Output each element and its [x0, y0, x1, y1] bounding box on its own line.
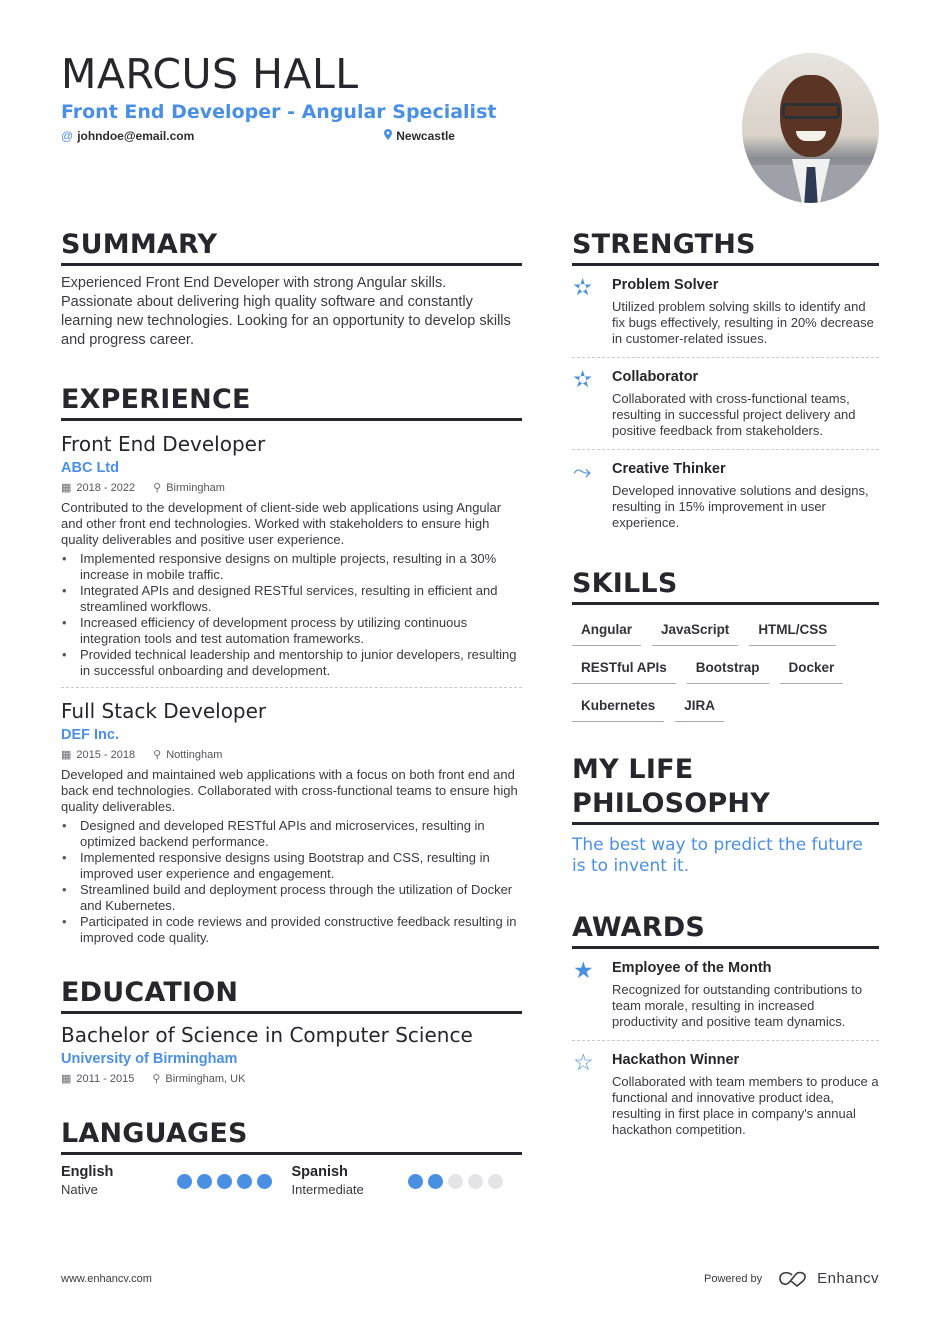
award-title: Employee of the Month: [612, 960, 772, 976]
section-heading: AWARDS: [572, 911, 879, 949]
calendar-icon: ▦: [61, 1073, 72, 1085]
map-pin-icon: ⚲: [153, 482, 162, 494]
summary-text: Experienced Front End Developer with strong Angular skills. Passionate about delivering high quality software and constantly learning new technologies. Looking for an opportunity to develop skills and progress career.: [61, 275, 511, 348]
award-desc: Collaborated with team members to produce a functional and innovative product idea, resulting in first place in company's annual hackathon competition.: [612, 1074, 879, 1137]
bullet-item: • Participated in code reviews and provided constructive feedback resulting in improved code quality.: [61, 914, 522, 946]
job-description: Developed and maintained web applications with a focus on both front end and back end technologies. Collaborated with cross-functional teams to ensure high quality deliverables.: [61, 767, 518, 814]
strength-item: [572, 357, 879, 449]
candidate-name: MARCUS HALL: [61, 50, 359, 98]
job-meta: [61, 747, 522, 763]
bullet-item: • Designed and developed RESTful APIs and microservices, resulting in optimized backend performance.: [61, 818, 522, 850]
strength-title: Creative Thinker: [612, 461, 726, 477]
job-bullets: [61, 551, 522, 679]
education-dates: 2011 - 2015: [76, 1073, 135, 1085]
experience-section: [61, 383, 522, 946]
job-company: DEF Inc.: [61, 727, 120, 743]
footer: [61, 1270, 879, 1287]
candidate-title: Front End Developer - Angular Specialist: [61, 101, 497, 123]
dot-empty: [468, 1174, 483, 1189]
education-meta: [61, 1071, 522, 1087]
bullet-item: • Implemented responsive designs using Bootstrap and CSS, resulting in improved user experience and engagement.: [61, 850, 522, 882]
award-title: Hackathon Winner: [612, 1052, 740, 1068]
section-heading: STRENGTHS: [572, 228, 879, 266]
skill-tag: JIRA: [675, 695, 724, 722]
education-entry: [61, 1014, 522, 1087]
language-name: English: [61, 1164, 114, 1180]
section-heading: EDUCATION: [61, 976, 522, 1014]
dot-empty: [488, 1174, 503, 1189]
skills-section: [572, 567, 879, 725]
website-link[interactable]: www.enhancv.com: [61, 1272, 152, 1285]
powered-by-label: Powered by: [704, 1272, 763, 1285]
summary-section: [61, 228, 522, 350]
dot-empty: [448, 1174, 463, 1189]
award-item: [572, 1040, 879, 1148]
bullet-item: • Increased efficiency of development process by utilizing continuous integration tools and test automation frameworks.: [61, 615, 522, 647]
dot-filled: [428, 1174, 443, 1189]
strength-desc: Collaborated with cross-functional teams, resulting in successful project delivery and positive feedback from stakeholders.: [612, 391, 856, 438]
enhancv-logo-icon: [778, 1271, 810, 1287]
skill-tag: RESTful APIs: [572, 657, 676, 684]
map-pin-icon: [384, 129, 392, 143]
strength-desc: Developed innovative solutions and designs, resulting in 15% improvement in user experience.: [612, 483, 869, 530]
contact-location: [384, 129, 455, 143]
skill-tag: HTML/CSS: [749, 619, 836, 646]
dot-filled: [197, 1174, 212, 1189]
language-level: Intermediate: [291, 1182, 364, 1197]
resume-header: [61, 50, 721, 143]
job-entry: [61, 687, 522, 946]
award-desc: Recognized for outstanding contributions to team morale, resulting in increased productivity and positive team dynamics.: [612, 982, 863, 1029]
strengths-section: [572, 228, 879, 541]
right-column: [572, 228, 879, 1174]
star-half-icon: ✫: [573, 366, 593, 392]
language-item: [61, 1163, 292, 1198]
languages-list: [61, 1163, 522, 1198]
job-dates: 2015 - 2018: [76, 749, 136, 761]
job-location: Birmingham: [166, 482, 225, 494]
proficiency-dots: [177, 1174, 272, 1198]
job-bullets: [61, 818, 522, 946]
philosophy-section: [572, 753, 879, 877]
skills-list: [572, 619, 879, 725]
job-meta: [61, 480, 522, 496]
location-text: Newcastle: [396, 129, 455, 143]
dot-filled: [217, 1174, 232, 1189]
section-heading: SUMMARY: [61, 228, 522, 266]
bullet-item: • Implemented responsive designs on multiple projects, resulting in a 30% increase in mobile traffic.: [61, 551, 522, 583]
brand-logo[interactable]: [778, 1270, 879, 1287]
bullet-item: • Provided technical leadership and mentorship to junior developers, resulting in successful onboarding and development.: [61, 647, 522, 679]
calendar-icon: ▦: [61, 749, 72, 761]
languages-section: [61, 1117, 522, 1198]
map-pin-icon: ⚲: [152, 1073, 161, 1085]
strength-title: Collaborator: [612, 369, 699, 385]
proficiency-dots: [408, 1174, 503, 1198]
language-name: Spanish: [291, 1164, 348, 1180]
strength-desc: Utilized problem solving skills to identify and fix bugs effectively, resulting in 20% decrease in customer-related issues.: [612, 299, 874, 346]
section-heading: MY LIFE PHILOSOPHY: [572, 753, 879, 825]
strength-title: Problem Solver: [612, 277, 719, 293]
section-heading: SKILLS: [572, 567, 879, 605]
star-half-icon: ✫: [573, 274, 593, 300]
left-column: [61, 228, 522, 1224]
job-location: Nottingham: [166, 749, 223, 761]
education-section: [61, 976, 522, 1087]
contact-info: [61, 129, 721, 143]
section-heading: EXPERIENCE: [61, 383, 522, 421]
job-dates: 2018 - 2022: [76, 482, 136, 494]
map-pin-icon: ⚲: [153, 749, 162, 761]
star-outline-icon: ☆: [573, 1049, 594, 1075]
strategy-path-icon: ⤳: [573, 458, 592, 484]
language-item: [292, 1163, 523, 1198]
dot-filled: [257, 1174, 272, 1189]
strength-item: [572, 449, 879, 541]
job-description: Contributed to the development of client-side web applications using Angular and other front end technologies. Worked with stakeholders to ensure high quality deliverables and positive user experience.: [61, 500, 502, 547]
brand-name: Enhancv: [817, 1270, 879, 1287]
job-title: Full Stack Developer: [61, 699, 267, 723]
dot-filled: [177, 1174, 192, 1189]
at-icon: @: [61, 129, 74, 143]
skill-tag: Angular: [572, 619, 641, 646]
job-title: Front End Developer: [61, 432, 266, 456]
section-heading: LANGUAGES: [61, 1117, 522, 1155]
skill-tag: JavaScript: [652, 619, 738, 646]
award-item: [572, 949, 879, 1040]
powered-by: [704, 1270, 879, 1287]
school-name: University of Birmingham: [61, 1051, 238, 1067]
skill-tag: Bootstrap: [687, 657, 769, 684]
dot-filled: [237, 1174, 252, 1189]
profile-photo: [742, 53, 879, 203]
job-company: ABC Ltd: [61, 460, 119, 476]
calendar-icon: ▦: [61, 482, 72, 494]
contact-email[interactable]: [61, 129, 194, 143]
bullet-item: • Streamlined build and deployment process through the utilization of Docker and Kubernetes.: [61, 882, 522, 914]
skill-tag: Kubernetes: [572, 695, 664, 722]
email-text: johndoe@email.com: [77, 129, 195, 143]
job-entry: [61, 421, 522, 679]
degree-title: Bachelor of Science in Computer Science: [61, 1023, 473, 1047]
strength-item: [572, 266, 879, 357]
education-location: Birmingham, UK: [165, 1073, 246, 1085]
language-level: Native: [61, 1182, 98, 1197]
bullet-item: • Integrated APIs and designed RESTful services, resulting in efficient and streamlined workflows.: [61, 583, 522, 615]
skill-tag: Docker: [780, 657, 844, 684]
awards-section: [572, 911, 879, 1148]
dot-filled: [408, 1174, 423, 1189]
star-filled-icon: ★: [573, 957, 594, 983]
philosophy-quote: The best way to predict the future is to invent it.: [572, 835, 863, 876]
